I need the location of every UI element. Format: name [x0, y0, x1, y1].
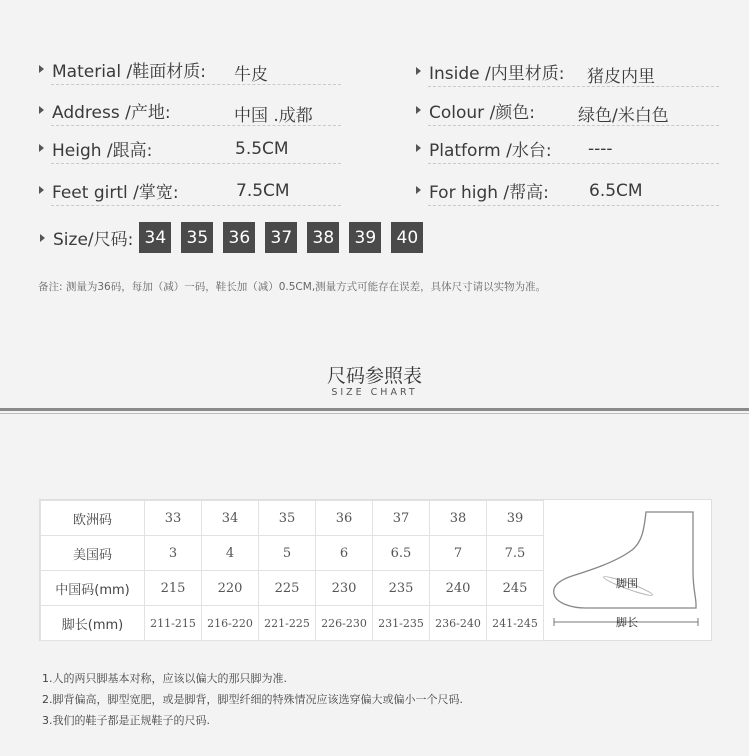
size-option-34[interactable]: 34: [139, 222, 171, 253]
table-cell: 231-235: [373, 606, 430, 641]
bullet-arrow-icon: [39, 65, 44, 73]
section-divider-thin: [0, 413, 749, 414]
table-cell: 220: [202, 571, 259, 606]
size-option-40[interactable]: 40: [391, 222, 423, 253]
table-cell: 211-215: [145, 606, 202, 641]
table-cell: 245: [487, 571, 544, 606]
bullet-arrow-icon: [39, 144, 44, 152]
spec-row-heigh: [51, 133, 341, 164]
size-chart-subtitle: SIZE CHART: [331, 387, 418, 398]
spec-label: Address /产地:: [52, 102, 171, 123]
spec-value: ----: [588, 139, 613, 159]
row-header: 欧洲码: [41, 501, 145, 536]
bullet-arrow-icon: [39, 106, 44, 114]
spec-label: Inside /内里材质:: [429, 63, 565, 84]
size-option-38[interactable]: 38: [307, 222, 339, 253]
spec-label: Feet girtl /掌宽:: [52, 182, 179, 203]
size-option-39[interactable]: 39: [349, 222, 381, 253]
table-cell: 3: [145, 536, 202, 571]
bullet-arrow-icon: [39, 186, 44, 194]
row-header: 中国码(mm): [41, 571, 145, 606]
table-cell: 225: [259, 571, 316, 606]
spec-row-inside: [428, 56, 719, 87]
spec-label: Platform /水台:: [429, 140, 552, 161]
table-cell: 230: [316, 571, 373, 606]
table-cell: 35: [259, 501, 316, 536]
table-cell: 216-220: [202, 606, 259, 641]
spec-row-address: [51, 95, 341, 126]
table-cell: 38: [430, 501, 487, 536]
foot-girth-label: 脚围: [616, 577, 638, 590]
bullet-arrow-icon: [416, 144, 421, 152]
table-row-us: [41, 536, 544, 571]
bullet-arrow-icon: [40, 234, 45, 242]
spec-value: 猪皮内里: [587, 67, 655, 87]
spec-label: Material /鞋面材质:: [52, 61, 206, 82]
size-chart-title: 尺码参照表: [326, 365, 422, 387]
spec-row-colour: [428, 95, 719, 126]
table-cell: 37: [373, 501, 430, 536]
row-header: 脚长(mm): [41, 606, 145, 641]
spec-value: 7.5CM: [236, 181, 290, 201]
table-cell: 33: [145, 501, 202, 536]
row-header: 美国码: [41, 536, 145, 571]
spec-row-platform: [428, 133, 719, 164]
table-cell: 235: [373, 571, 430, 606]
table-row-cn: [41, 571, 544, 606]
fitting-notes: [42, 668, 463, 731]
spec-value: 牛皮: [234, 65, 268, 85]
spec-label: Heigh /跟高:: [52, 140, 153, 161]
note-line: 2.脚背偏高，脚型宽肥，或是脚背，脚型纤细的特殊情况应该选穿偏大或偏小一个尺码.: [42, 693, 463, 706]
table-cell: 6: [316, 536, 373, 571]
spec-value: 5.5CM: [235, 139, 289, 159]
table-cell: 236-240: [430, 606, 487, 641]
table-row-eu: [41, 501, 544, 536]
bullet-arrow-icon: [416, 186, 421, 194]
foot-diagram-icon: [546, 500, 711, 640]
size-option-35[interactable]: 35: [181, 222, 213, 253]
table-cell: 226-230: [316, 606, 373, 641]
table-cell: 7.5: [487, 536, 544, 571]
spec-label: For high /帮高:: [429, 182, 549, 203]
size-chart-table: [39, 499, 712, 641]
spec-row-for-high: [428, 175, 719, 206]
spec-row-material: [51, 54, 341, 85]
spec-value: 中国 .成都: [234, 106, 313, 126]
table-cell: 5: [259, 536, 316, 571]
table-cell: 4: [202, 536, 259, 571]
size-label: Size/尺码:: [53, 230, 134, 250]
table-cell: 7: [430, 536, 487, 571]
table-cell: 221-225: [259, 606, 316, 641]
section-divider: [0, 408, 749, 411]
table-row-foot-length: [41, 606, 544, 641]
spec-row-feet-girth: [51, 175, 341, 206]
spec-label: Colour /颜色:: [429, 102, 536, 123]
table-cell: 34: [202, 501, 259, 536]
size-selector: [40, 222, 433, 253]
table-cell: 241-245: [487, 606, 544, 641]
size-option-36[interactable]: 36: [223, 222, 255, 253]
foot-length-label: 脚长: [616, 616, 638, 629]
table-cell: 240: [430, 571, 487, 606]
table-cell: 36: [316, 501, 373, 536]
size-option-37[interactable]: 37: [265, 222, 297, 253]
bullet-arrow-icon: [416, 67, 421, 75]
table-cell: 215: [145, 571, 202, 606]
table-cell: 6.5: [373, 536, 430, 571]
note-line: 1.人的两只脚基本对称，应该以偏大的那只脚为准.: [42, 672, 287, 685]
spec-value: 绿色/米白色: [578, 106, 669, 126]
spec-value: 6.5CM: [589, 181, 643, 201]
measurement-note: 备注: 测量为36码，每加（减）一码，鞋长加（减）0.5CM,测量方式可能存在误差，具体尺寸请以实物为准。: [38, 281, 547, 293]
bullet-arrow-icon: [416, 106, 421, 114]
note-line: 3.我们的鞋子都是正规鞋子的尺码.: [42, 714, 210, 727]
table-cell: 39: [487, 501, 544, 536]
